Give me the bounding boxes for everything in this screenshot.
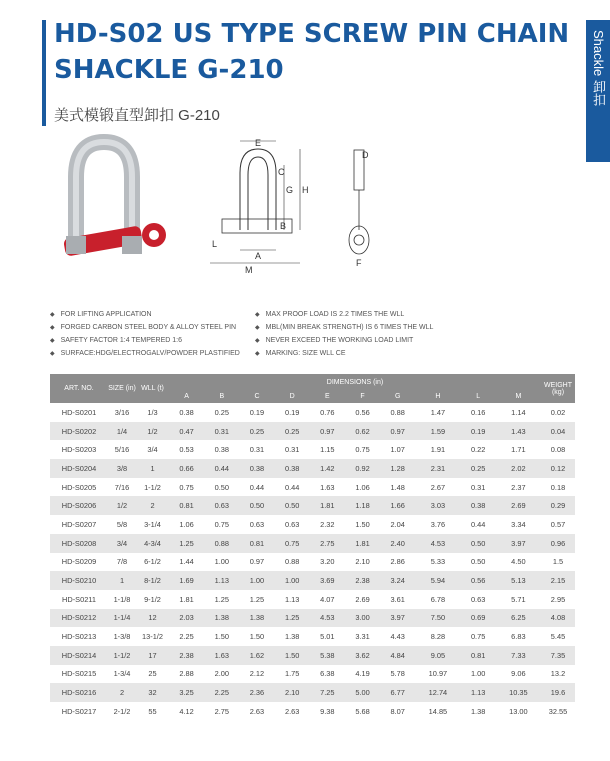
- table-cell: HD-S0216: [50, 683, 108, 702]
- table-cell: 0.38: [214, 445, 229, 455]
- table-cell: 0.63: [284, 519, 300, 529]
- table-cell: 0.19: [461, 422, 496, 441]
- table-cell: 1.44: [179, 557, 194, 567]
- table-cell: 3.20: [320, 557, 335, 567]
- table-cell: 1/4: [108, 422, 136, 441]
- table-cell: 3.24: [380, 571, 415, 590]
- table-cell: 2.00: [214, 669, 229, 679]
- table-cell: 5.01: [320, 632, 335, 642]
- table-cell: 0.44: [249, 482, 265, 492]
- table-cell: 0.75: [275, 534, 310, 553]
- table-cell: 4.53: [310, 609, 345, 628]
- table-cell: 2.32: [320, 519, 335, 529]
- table-cell: 0.75: [470, 632, 486, 642]
- table-cell: 3.76: [430, 519, 446, 529]
- table-row: [50, 515, 575, 534]
- table-cell: 0.12: [541, 459, 575, 478]
- table-cell: 1.42: [310, 459, 345, 478]
- table-cell: 1.75: [284, 669, 300, 679]
- table-cell: 0.97: [310, 422, 345, 441]
- table-cell: 1.38: [470, 706, 486, 716]
- table-cell: HD-S0209: [61, 557, 97, 567]
- table-cell: 3.00: [345, 609, 380, 628]
- table-cell: 2.67: [430, 482, 446, 492]
- table-cell: HD-S0215: [61, 669, 97, 679]
- feature-item: ◆ NEVER EXCEED THE WORKING LOAD LIMIT: [255, 337, 414, 344]
- header-dimensions: DIMENSIONS (in): [169, 374, 541, 390]
- table-cell: 0.97: [380, 422, 415, 441]
- table-cell: 1-1/8: [113, 594, 131, 604]
- table-cell: 0.81: [461, 646, 496, 665]
- shackle-photo: [58, 132, 178, 262]
- table-cell: 0.31: [204, 422, 239, 441]
- table-cell: 0.47: [169, 422, 204, 441]
- table-row: [50, 496, 575, 515]
- table-cell: 1.81: [179, 594, 194, 604]
- table-cell: 0.81: [239, 534, 274, 553]
- table-cell: 6.25: [496, 609, 541, 628]
- table-cell: 19.6: [541, 683, 575, 702]
- label-g: G: [286, 185, 294, 195]
- table-cell: 1.66: [380, 496, 415, 515]
- table-cell: 0.63: [470, 594, 486, 604]
- label-a: A: [255, 251, 262, 261]
- table-cell: 2.02: [496, 459, 541, 478]
- header-dim-g: G: [380, 390, 415, 403]
- table-cell: 5.13: [496, 571, 541, 590]
- table-cell: 7.33: [496, 646, 541, 665]
- table-cell: 5.45: [550, 632, 566, 642]
- table-cell: 1.81: [345, 534, 380, 553]
- table-cell: 1.38: [284, 632, 300, 642]
- table-cell: 1.81: [310, 496, 345, 515]
- table-row: [50, 534, 575, 553]
- table-cell: 0.31: [470, 482, 486, 492]
- table-row: [50, 665, 575, 684]
- table-cell: 3.61: [390, 594, 405, 604]
- table-cell: 4.84: [380, 646, 415, 665]
- table-cell: 0.88: [204, 534, 239, 553]
- table-cell: 1.14: [511, 407, 526, 417]
- table-cell: 5.38: [310, 646, 345, 665]
- table-cell: 1/2: [136, 422, 169, 441]
- table-row: [50, 627, 575, 646]
- table-cell: 8.07: [390, 706, 405, 716]
- table-cell: 0.25: [275, 422, 310, 441]
- feature-item: ◆ FORGED CARBON STEEL BODY & ALLOY STEEL PIN: [50, 324, 237, 331]
- header-dim-e: E: [310, 390, 345, 403]
- label-f: F: [356, 258, 362, 268]
- table-row: [50, 590, 575, 609]
- table-cell: 2.88: [179, 669, 194, 679]
- table-cell: 1-1/2: [144, 482, 161, 492]
- table-cell: 1/2: [108, 496, 136, 515]
- table-cell: 1.5: [552, 557, 564, 567]
- table-cell: HD-S0205: [61, 482, 97, 492]
- table-cell: 1.13: [204, 571, 239, 590]
- table-cell: 2.03: [169, 609, 204, 628]
- table-cell: 32.55: [548, 706, 568, 716]
- table-cell: HD-S0210: [50, 571, 108, 590]
- table-cell: 1.18: [345, 496, 380, 515]
- table-cell: 1.71: [511, 445, 526, 455]
- table-cell: 0.56: [461, 571, 496, 590]
- table-cell: 0.38: [179, 407, 194, 417]
- table-cell: 1.62: [239, 646, 274, 665]
- side-tab: [586, 20, 610, 162]
- label-c: C: [278, 167, 285, 177]
- table-row: [50, 646, 575, 665]
- table-cell: 0.66: [169, 459, 204, 478]
- feature-item: ◆ MBL(MIN BREAK STRENGTH) IS 6 TIMES THE WLL: [255, 324, 434, 331]
- table-cell: 12.74: [415, 683, 460, 702]
- table-cell: 0.69: [461, 609, 496, 628]
- table-row: [50, 422, 575, 441]
- table-cell: 0.75: [179, 482, 194, 492]
- table-cell: 6-1/2: [144, 557, 161, 567]
- table-cell: 3/4: [147, 445, 158, 455]
- table-cell: 3.31: [355, 632, 370, 642]
- label-b: B: [280, 221, 287, 231]
- header-dim-f: F: [345, 390, 380, 403]
- table-cell: 1.47: [430, 407, 446, 417]
- table-cell: 2.38: [169, 646, 204, 665]
- table-cell: 17: [136, 646, 169, 665]
- table-cell: 3/8: [108, 459, 136, 478]
- table-cell: 1-3/8: [113, 632, 131, 642]
- table-cell: 4.50: [511, 557, 526, 567]
- table-cell: 1.25: [249, 594, 265, 604]
- table-cell: 1.91: [430, 445, 446, 455]
- table-cell: 2.75: [310, 534, 345, 553]
- feature-item: ◆ SAFETY FACTOR 1:4 TEMPERED 1:6: [50, 337, 182, 344]
- table-cell: 2-1/2: [113, 706, 131, 716]
- table-cell: HD-S0213: [61, 632, 97, 642]
- table-cell: 1.25: [169, 534, 204, 553]
- side-tab-label: Shackle 卸扣: [591, 30, 606, 106]
- title-line-1: HD-S02 US TYPE SCREW PIN CHAIN: [54, 19, 570, 49]
- feature-item: ◆ MAX PROOF LOAD IS 2.2 TIMES THE WLL: [255, 311, 405, 318]
- label-d: D: [362, 150, 369, 160]
- spec-table: [50, 374, 575, 721]
- table-cell: 4.08: [541, 609, 575, 628]
- table-cell: 7.35: [541, 646, 575, 665]
- table-row: [50, 478, 575, 497]
- table-cell: 2.95: [550, 594, 566, 604]
- table-cell: 9-1/2: [144, 594, 161, 604]
- table-cell: 1.25: [275, 609, 310, 628]
- table-cell: 1.50: [355, 519, 370, 529]
- table-cell: 0.29: [541, 496, 575, 515]
- table-cell: 6.77: [380, 683, 415, 702]
- table-cell: 1.06: [179, 519, 194, 529]
- table-cell: 8.28: [430, 632, 446, 642]
- table-cell: 1.50: [275, 646, 310, 665]
- table-cell: 0.19: [249, 407, 265, 417]
- table-cell: 1.13: [461, 683, 496, 702]
- table-cell: 2.10: [275, 683, 310, 702]
- table-cell: 2.63: [249, 706, 265, 716]
- table-cell: 5.68: [355, 706, 370, 716]
- table-cell: 12: [136, 609, 169, 628]
- table-cell: 1.50: [214, 632, 229, 642]
- table-cell: 0.56: [355, 407, 370, 417]
- table-cell: 13.2: [550, 669, 566, 679]
- table-cell: 3.34: [511, 519, 526, 529]
- table-cell: HD-S0217: [61, 706, 97, 716]
- table-cell: 0.57: [550, 519, 566, 529]
- table-cell: 4.12: [179, 706, 194, 716]
- table-cell: 2.04: [390, 519, 405, 529]
- table-cell: 5.71: [511, 594, 526, 604]
- page-title: [54, 16, 569, 88]
- table-cell: 1.50: [249, 632, 265, 642]
- table-row: [50, 683, 575, 702]
- header-weight: WEIGHT (kg): [541, 374, 575, 403]
- table-cell: 1.00: [470, 669, 486, 679]
- table-cell: 1.59: [415, 422, 460, 441]
- table-row: [50, 440, 575, 459]
- table-cell: HD-S0204: [50, 459, 108, 478]
- table-cell: HD-S0203: [61, 445, 97, 455]
- table-cell: 1.13: [284, 594, 300, 604]
- table-cell: 0.44: [204, 459, 239, 478]
- table-cell: 10.97: [428, 669, 448, 679]
- table-cell: 1.63: [320, 482, 335, 492]
- table-cell: 4.43: [390, 632, 405, 642]
- table-cell: 1.15: [320, 445, 335, 455]
- table-cell: 9.06: [511, 669, 526, 679]
- table-cell: 13-1/2: [142, 632, 163, 642]
- table-cell: 0.18: [550, 482, 566, 492]
- table-cell: 25: [148, 669, 157, 679]
- table-cell: 1-3/4: [113, 669, 131, 679]
- table-cell: 55: [148, 706, 157, 716]
- table-cell: 3/4: [108, 534, 136, 553]
- header-dim-m: M: [496, 390, 541, 403]
- table-cell: 0.04: [541, 422, 575, 441]
- table-cell: 32: [136, 683, 169, 702]
- table-cell: 4.07: [320, 594, 335, 604]
- table-cell: 1.38: [204, 609, 239, 628]
- table-cell: 1.00: [275, 571, 310, 590]
- table-cell: HD-S0202: [50, 422, 108, 441]
- table-cell: 0.76: [320, 407, 335, 417]
- table-cell: 6.83: [511, 632, 526, 642]
- table-cell: 8-1/2: [136, 571, 169, 590]
- table-cell: 0.08: [550, 445, 566, 455]
- table-row: [50, 571, 575, 590]
- label-l: L: [212, 239, 218, 249]
- table-cell: 2.40: [380, 534, 415, 553]
- table-cell: 9.38: [320, 706, 335, 716]
- table-cell: 4.19: [355, 669, 370, 679]
- table-cell: 5.33: [430, 557, 446, 567]
- table-row: [50, 609, 575, 628]
- table-cell: 0.88: [284, 557, 300, 567]
- table-cell: HD-S0201: [61, 407, 97, 417]
- table-cell: 2.31: [415, 459, 460, 478]
- table-cell: 6.38: [320, 669, 335, 679]
- table-cell: 7.50: [415, 609, 460, 628]
- label-h: H: [302, 185, 309, 195]
- table-cell: HD-S0208: [50, 534, 108, 553]
- table-cell: 0.96: [541, 534, 575, 553]
- table-cell: 0.31: [249, 445, 265, 455]
- table-cell: 13.00: [509, 706, 528, 716]
- table-cell: 1: [136, 459, 169, 478]
- table-cell: 0.75: [214, 519, 229, 529]
- shackle-side-drawing: [338, 140, 388, 280]
- table-cell: 2.38: [345, 571, 380, 590]
- table-cell: 0.50: [275, 496, 310, 515]
- page-subtitle: 美式模锻直型卸扣 G-210: [54, 107, 220, 124]
- table-cell: 1.38: [239, 609, 274, 628]
- table-row: [50, 459, 575, 478]
- table-cell: 6.78: [430, 594, 446, 604]
- header-wll: WLL (t): [136, 374, 169, 403]
- table-cell: 0.25: [239, 422, 274, 441]
- table-cell: 1: [108, 571, 136, 590]
- table-row: [50, 702, 575, 721]
- table-cell: 0.38: [239, 459, 274, 478]
- table-cell: 2.86: [390, 557, 405, 567]
- table-cell: 0.16: [470, 407, 486, 417]
- table-cell: 0.88: [390, 407, 405, 417]
- table-cell: 2.69: [355, 594, 370, 604]
- table-cell: 3.03: [415, 496, 460, 515]
- table-cell: 5.00: [345, 683, 380, 702]
- header-dim-h: H: [415, 390, 460, 403]
- table-cell: 0.31: [284, 445, 300, 455]
- table-cell: 1.48: [390, 482, 405, 492]
- table-cell: 1.00: [239, 571, 274, 590]
- feature-item: ◆ MARKING: SIZE WLL CE: [255, 350, 346, 357]
- header-dim-a: A: [169, 390, 204, 403]
- table-cell: 1.43: [496, 422, 541, 441]
- header-dim-b: B: [204, 390, 239, 403]
- header-dim-d: D: [275, 390, 310, 403]
- table-cell: HD-S0212: [50, 609, 108, 628]
- table-cell: 0.25: [461, 459, 496, 478]
- table-cell: 2.69: [496, 496, 541, 515]
- table-cell: 5/16: [114, 445, 130, 455]
- table-cell: 1-1/4: [108, 609, 136, 628]
- table-cell: 2.37: [511, 482, 526, 492]
- table-cell: 0.75: [355, 445, 370, 455]
- table-cell: 0.38: [275, 459, 310, 478]
- label-e: E: [255, 138, 262, 148]
- header-dim-c: C: [239, 390, 274, 403]
- table-cell: 1.69: [169, 571, 204, 590]
- table-cell: 5/8: [116, 519, 128, 529]
- table-cell: 9.05: [415, 646, 460, 665]
- table-cell: 3.62: [345, 646, 380, 665]
- table-cell: 0.25: [214, 407, 229, 417]
- table-cell: 1/3: [147, 407, 158, 417]
- table-cell: 0.50: [239, 496, 274, 515]
- title-line-2: SHACKLE G-210: [54, 55, 284, 85]
- table-cell: 2.36: [239, 683, 274, 702]
- table-cell: 0.92: [345, 459, 380, 478]
- table-cell: 2.10: [355, 557, 370, 567]
- table-cell: 1-1/2: [108, 646, 136, 665]
- table-cell: 2: [136, 496, 169, 515]
- table-cell: 1.00: [214, 557, 229, 567]
- table-row: [50, 403, 575, 422]
- table-cell: 14.85: [428, 706, 448, 716]
- table-cell: 2.75: [214, 706, 229, 716]
- table-cell: HD-S0211: [62, 594, 96, 604]
- feature-item: ◆ FOR LIFTING APPLICATION: [50, 311, 152, 318]
- label-m: M: [245, 265, 253, 275]
- table-cell: 10.35: [496, 683, 541, 702]
- table-row: [50, 553, 575, 572]
- table-cell: HD-S0207: [61, 519, 97, 529]
- table-cell: 3.97: [380, 609, 415, 628]
- table-cell: 0.50: [214, 482, 229, 492]
- table-cell: 0.53: [179, 445, 194, 455]
- table-cell: 3.97: [496, 534, 541, 553]
- table-cell: 2.63: [284, 706, 300, 716]
- table-cell: 4-3/4: [136, 534, 169, 553]
- title-accent-bar: [42, 20, 46, 126]
- table-cell: 1.63: [204, 646, 239, 665]
- table-cell: 3-1/4: [144, 519, 161, 529]
- table-cell: 0.44: [284, 482, 300, 492]
- table-cell: 3/16: [114, 407, 130, 417]
- table-cell: 7/16: [114, 482, 130, 492]
- table-cell: 3.69: [310, 571, 345, 590]
- table-cell: 0.22: [470, 445, 486, 455]
- table-cell: 4.53: [415, 534, 460, 553]
- table-cell: 7/8: [116, 557, 128, 567]
- table-cell: 2: [108, 683, 136, 702]
- table-cell: 2.15: [541, 571, 575, 590]
- table-cell: 1.06: [355, 482, 370, 492]
- table-cell: 0.02: [550, 407, 566, 417]
- table-cell: 2.25: [204, 683, 239, 702]
- table-cell: 0.97: [249, 557, 265, 567]
- table-cell: 2.25: [179, 632, 194, 642]
- table-cell: 5.94: [415, 571, 460, 590]
- table-cell: 0.44: [470, 519, 486, 529]
- table-cell: 1.28: [380, 459, 415, 478]
- header-size: SIZE (in): [108, 374, 136, 403]
- table-cell: 0.50: [470, 557, 486, 567]
- table-cell: HD-S0214: [50, 646, 108, 665]
- table-cell: 0.63: [249, 519, 265, 529]
- table-cell: 0.81: [169, 496, 204, 515]
- table-cell: 0.62: [345, 422, 380, 441]
- table-cell: 7.25: [310, 683, 345, 702]
- table-cell: 2.12: [249, 669, 265, 679]
- table-cell: HD-S0206: [50, 496, 108, 515]
- table-cell: 0.19: [284, 407, 300, 417]
- table-cell: 5.78: [390, 669, 405, 679]
- table-cell: 3.25: [169, 683, 204, 702]
- header-art-no: ART. NO.: [50, 374, 108, 403]
- table-cell: 0.38: [461, 496, 496, 515]
- table-cell: 1.07: [390, 445, 405, 455]
- table-cell: 0.63: [204, 496, 239, 515]
- table-cell: 0.50: [461, 534, 496, 553]
- header-dim-l: L: [461, 390, 496, 403]
- table-cell: 1.25: [214, 594, 229, 604]
- feature-item: ◆ SURFACE:HDG/ELECTROGALV/POWDER PLASTIFIED: [50, 350, 240, 357]
